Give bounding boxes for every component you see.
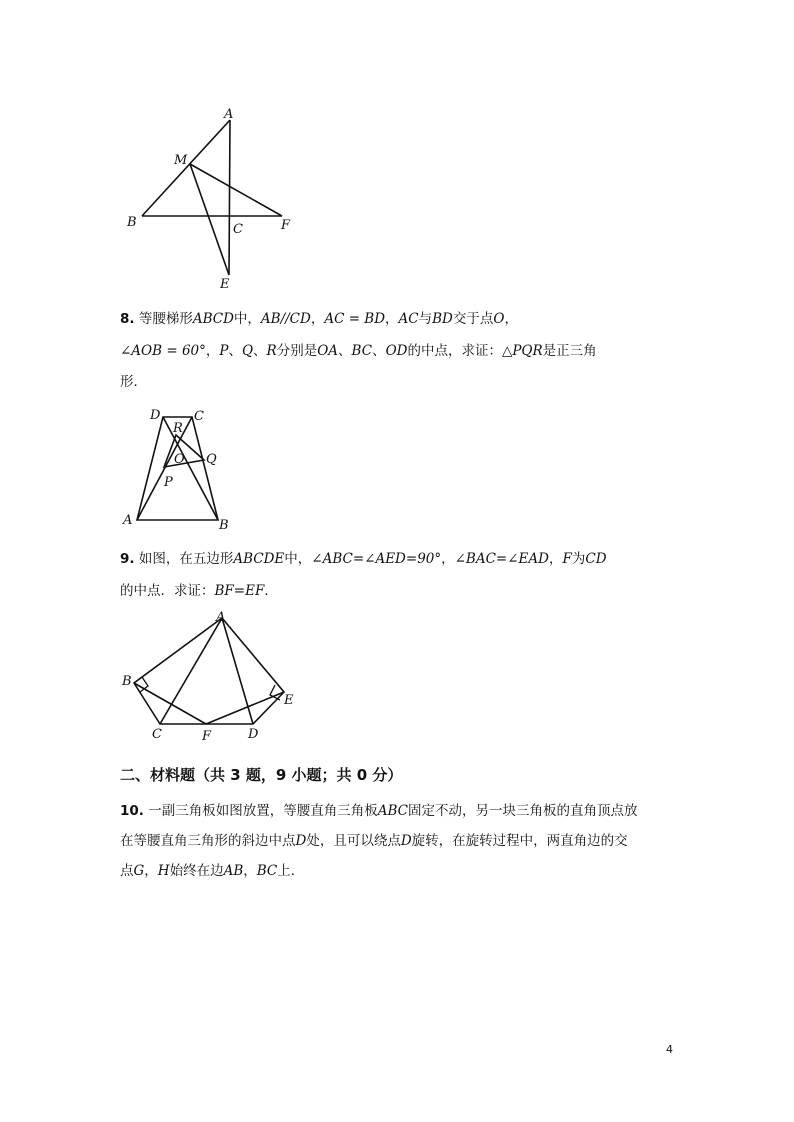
q10-math: D bbox=[400, 833, 412, 849]
q10-text: 固定不动，另一块三角板的直角顶点放 bbox=[407, 803, 638, 819]
q8-text: 等腰梯形 bbox=[138, 311, 193, 327]
q8-text: ， bbox=[504, 311, 518, 327]
q9-text: 的中点．求证： bbox=[120, 583, 215, 599]
q8-line-3 bbox=[120, 373, 147, 391]
segment-AB bbox=[142, 120, 230, 216]
q8-math: R bbox=[266, 343, 277, 359]
q9-text: ， bbox=[441, 551, 455, 567]
q10-math: G bbox=[133, 863, 145, 879]
q8-text: ， bbox=[385, 311, 399, 327]
q8-text: 交于点 bbox=[452, 311, 494, 327]
label-B: B bbox=[127, 215, 137, 230]
label-O: O bbox=[174, 452, 185, 467]
q8-text: 与 bbox=[418, 311, 433, 327]
q8-math: OA bbox=[317, 343, 339, 359]
q9-math: BF=EF bbox=[214, 583, 265, 599]
label-D: D bbox=[248, 727, 259, 742]
segment-ME bbox=[190, 164, 229, 275]
figure-triangles-1 bbox=[120, 100, 310, 295]
label-F: F bbox=[281, 218, 291, 233]
q8-line-1 bbox=[120, 310, 518, 328]
label-C: C bbox=[152, 727, 162, 742]
q10-text: 处，且可以绕点 bbox=[306, 833, 401, 849]
diagonal-BD bbox=[163, 417, 218, 520]
q10-math: H bbox=[157, 863, 170, 879]
q10-text: ， bbox=[144, 863, 158, 879]
q8-math: BD bbox=[432, 311, 453, 327]
label-F: F bbox=[202, 729, 212, 744]
label-D: D bbox=[150, 408, 161, 423]
segment-MF bbox=[190, 164, 282, 216]
figure-trapezoid bbox=[120, 400, 240, 535]
page-number: 4 bbox=[666, 1043, 673, 1056]
q9-math: CD bbox=[585, 551, 607, 567]
q8-text: 、 bbox=[372, 343, 386, 359]
section-heading: 二、材料题（共 3 题，9 小题；共 0 分） bbox=[120, 766, 403, 784]
label-C: C bbox=[233, 222, 243, 237]
q9-text: 中， bbox=[284, 551, 312, 567]
segment-AC bbox=[160, 618, 222, 724]
q10-text: 上． bbox=[277, 863, 305, 879]
q8-math: Q bbox=[241, 343, 254, 359]
q8-text: 中， bbox=[233, 311, 261, 327]
q10-math: BC bbox=[256, 863, 278, 879]
q9-math: ABCDE bbox=[233, 551, 285, 567]
label-B: B bbox=[219, 518, 229, 533]
q8-math: BC bbox=[351, 343, 373, 359]
q10-text: 始终在边 bbox=[169, 863, 224, 879]
label-E: E bbox=[220, 277, 230, 292]
q10-math: ABC bbox=[377, 803, 408, 819]
q8-number: 8. bbox=[120, 311, 135, 327]
label-Q: Q bbox=[206, 452, 217, 467]
diagonal-AC bbox=[137, 417, 192, 520]
q9-line-1 bbox=[120, 550, 607, 568]
q10-line-3 bbox=[120, 862, 304, 880]
q9-number: 9. bbox=[120, 551, 135, 567]
q9-text: ， bbox=[549, 551, 563, 567]
label-C: C bbox=[194, 409, 204, 424]
label-A: A bbox=[216, 610, 226, 625]
q10-text: 旋转，在旋转过程中，两直角边的交 bbox=[411, 833, 628, 849]
q10-math: AB bbox=[223, 863, 244, 879]
q8-math: ∠AOB = 60° bbox=[120, 343, 206, 359]
q10-text: 在等腰直角三角形的斜边中点 bbox=[120, 833, 296, 849]
q8-math: △PQR bbox=[501, 343, 543, 359]
q10-text: 一副三角板如图放置，等腰直角三角板 bbox=[148, 803, 378, 819]
label-M: M bbox=[174, 153, 188, 168]
label-A: A bbox=[224, 107, 234, 122]
q10-line-1 bbox=[120, 802, 637, 820]
segment-AD bbox=[222, 618, 253, 724]
q9-math: ∠BAC=∠EAD bbox=[454, 551, 549, 567]
q8-math: O bbox=[493, 311, 505, 327]
q8-math: P bbox=[219, 343, 229, 359]
q9-line-2 bbox=[120, 582, 278, 600]
q8-math: AB//CD bbox=[260, 311, 311, 327]
q9-text: 如图，在五边形 bbox=[138, 551, 234, 567]
q8-math: AC = BD bbox=[324, 311, 386, 327]
label-B: B bbox=[122, 674, 132, 689]
pentagon-ABCDE bbox=[134, 618, 284, 724]
q8-text: 、 bbox=[338, 343, 352, 359]
q10-text: ， bbox=[243, 863, 257, 879]
q10-text: 点 bbox=[120, 863, 134, 879]
q8-text: 形． bbox=[120, 374, 147, 390]
q8-math: ABCD bbox=[192, 311, 234, 327]
q8-text: 、 bbox=[228, 343, 242, 359]
q8-text: 、 bbox=[253, 343, 267, 359]
q10-number: 10. bbox=[120, 803, 144, 819]
q10-line-2 bbox=[120, 832, 628, 850]
q8-text: 是正三角 bbox=[542, 343, 597, 359]
q8-math: AC bbox=[398, 311, 419, 327]
q9-math: F bbox=[562, 551, 572, 567]
label-P: P bbox=[164, 475, 173, 490]
q9-math: ∠ABC=∠AED=90° bbox=[311, 551, 442, 567]
q9-text: ． bbox=[264, 583, 278, 599]
label-E: E bbox=[284, 693, 294, 708]
q8-text: 分别是 bbox=[276, 343, 318, 359]
figure-pentagon bbox=[120, 608, 310, 748]
q9-text: 为 bbox=[571, 551, 586, 567]
q8-text: ， bbox=[310, 311, 325, 327]
q8-math: OD bbox=[385, 343, 408, 359]
segment-AC bbox=[229, 120, 230, 275]
label-R: R bbox=[173, 421, 183, 436]
q8-text: 的中点，求证： bbox=[407, 343, 502, 359]
q8-text: ， bbox=[205, 343, 220, 359]
q10-math: D bbox=[295, 833, 307, 849]
q8-line-2 bbox=[120, 342, 597, 360]
label-A: A bbox=[123, 513, 133, 528]
